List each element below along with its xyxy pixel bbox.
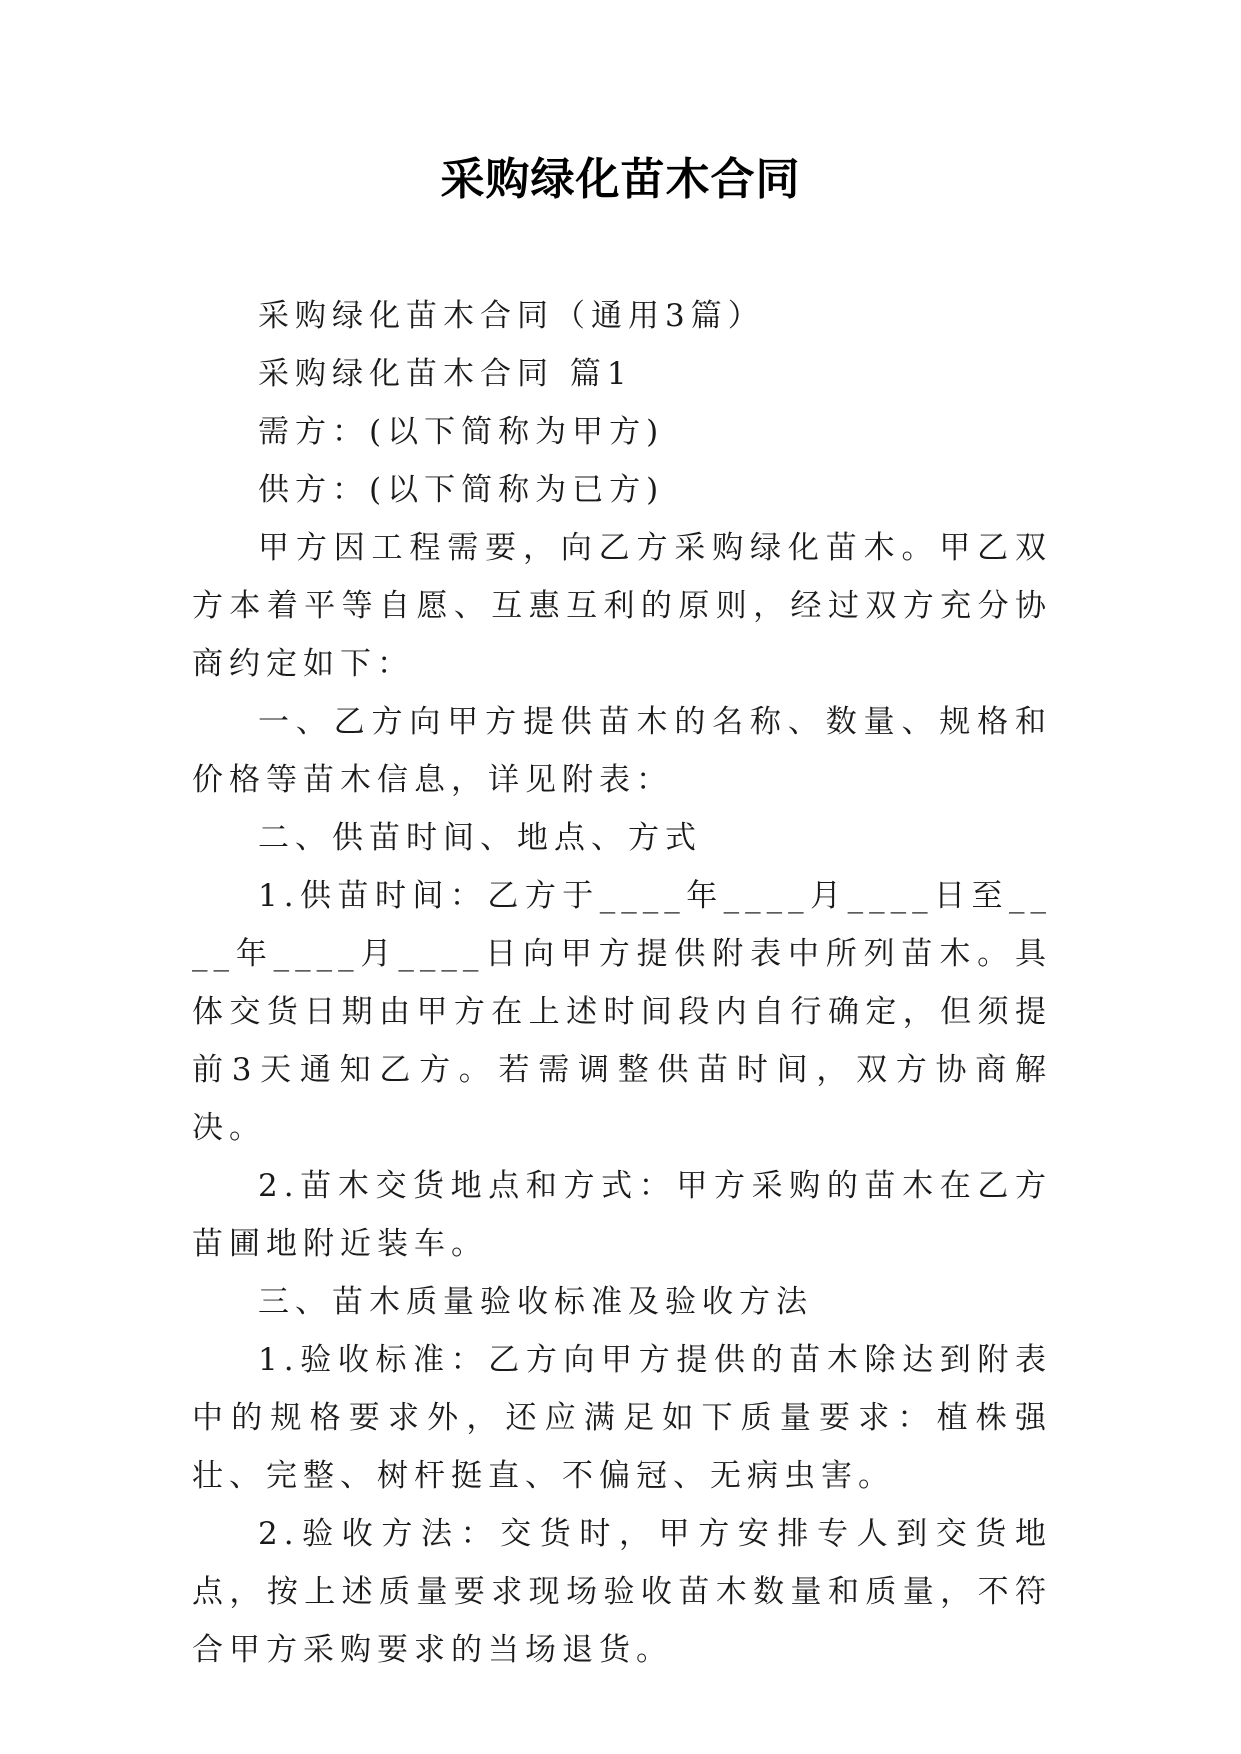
paragraph-supplier: 供方：(以下简称为已方) xyxy=(258,472,665,508)
paragraph-clause-1: 一、乙方向甲方提供苗木的名称、数量、规格和价格等苗木信息，详见附表： xyxy=(192,704,1052,798)
paragraph-section-heading: 采购绿化苗木合同 篇1 xyxy=(258,356,633,392)
paragraph-clause-3-heading: 三、苗木质量验收标准及验收方法 xyxy=(258,1284,813,1320)
paragraph-preamble: 甲方因工程需要，向乙方采购绿化苗木。甲乙双方本着平等自愿、互惠互利的原则，经过双方充分协商约定如下： xyxy=(192,530,1052,682)
document-title: 采购绿化苗木合同 xyxy=(440,154,801,205)
paragraph-clause-3-1: 1.验收标准：乙方向甲方提供的苗木除达到附表中的规格要求外，还应满足如下质量要求：植株强壮、完整、树杆挺直、不偏冠、无病虫害。 xyxy=(192,1342,1052,1494)
paragraph-buyer: 需方：(以下简称为甲方) xyxy=(258,414,665,450)
paragraph-clause-2-1: 1.供苗时间：乙方于____年____月____日至____年____月____日向甲方提供附表中所列苗木。具体交货日期由甲方在上述时间段内自行确定，但须提前3天通知乙方。若需调整供苗时间，双方协商解决。 xyxy=(192,878,1052,1146)
paragraph-clause-2-heading: 二、供苗时间、地点、方式 xyxy=(258,820,702,856)
paragraph-clause-2-2: 2.苗木交货地点和方式：甲方采购的苗木在乙方苗圃地附近装车。 xyxy=(192,1168,1052,1262)
paragraph-clause-3-2: 2.验收方法：交货时，甲方安排专人到交货地点，按上述质量要求现场验收苗木数量和质量，不符合甲方采购要求的当场退货。 xyxy=(192,1516,1052,1668)
document-body xyxy=(192,287,1052,1679)
paragraph-subtitle: 采购绿化苗木合同（通用3篇） xyxy=(258,298,765,334)
